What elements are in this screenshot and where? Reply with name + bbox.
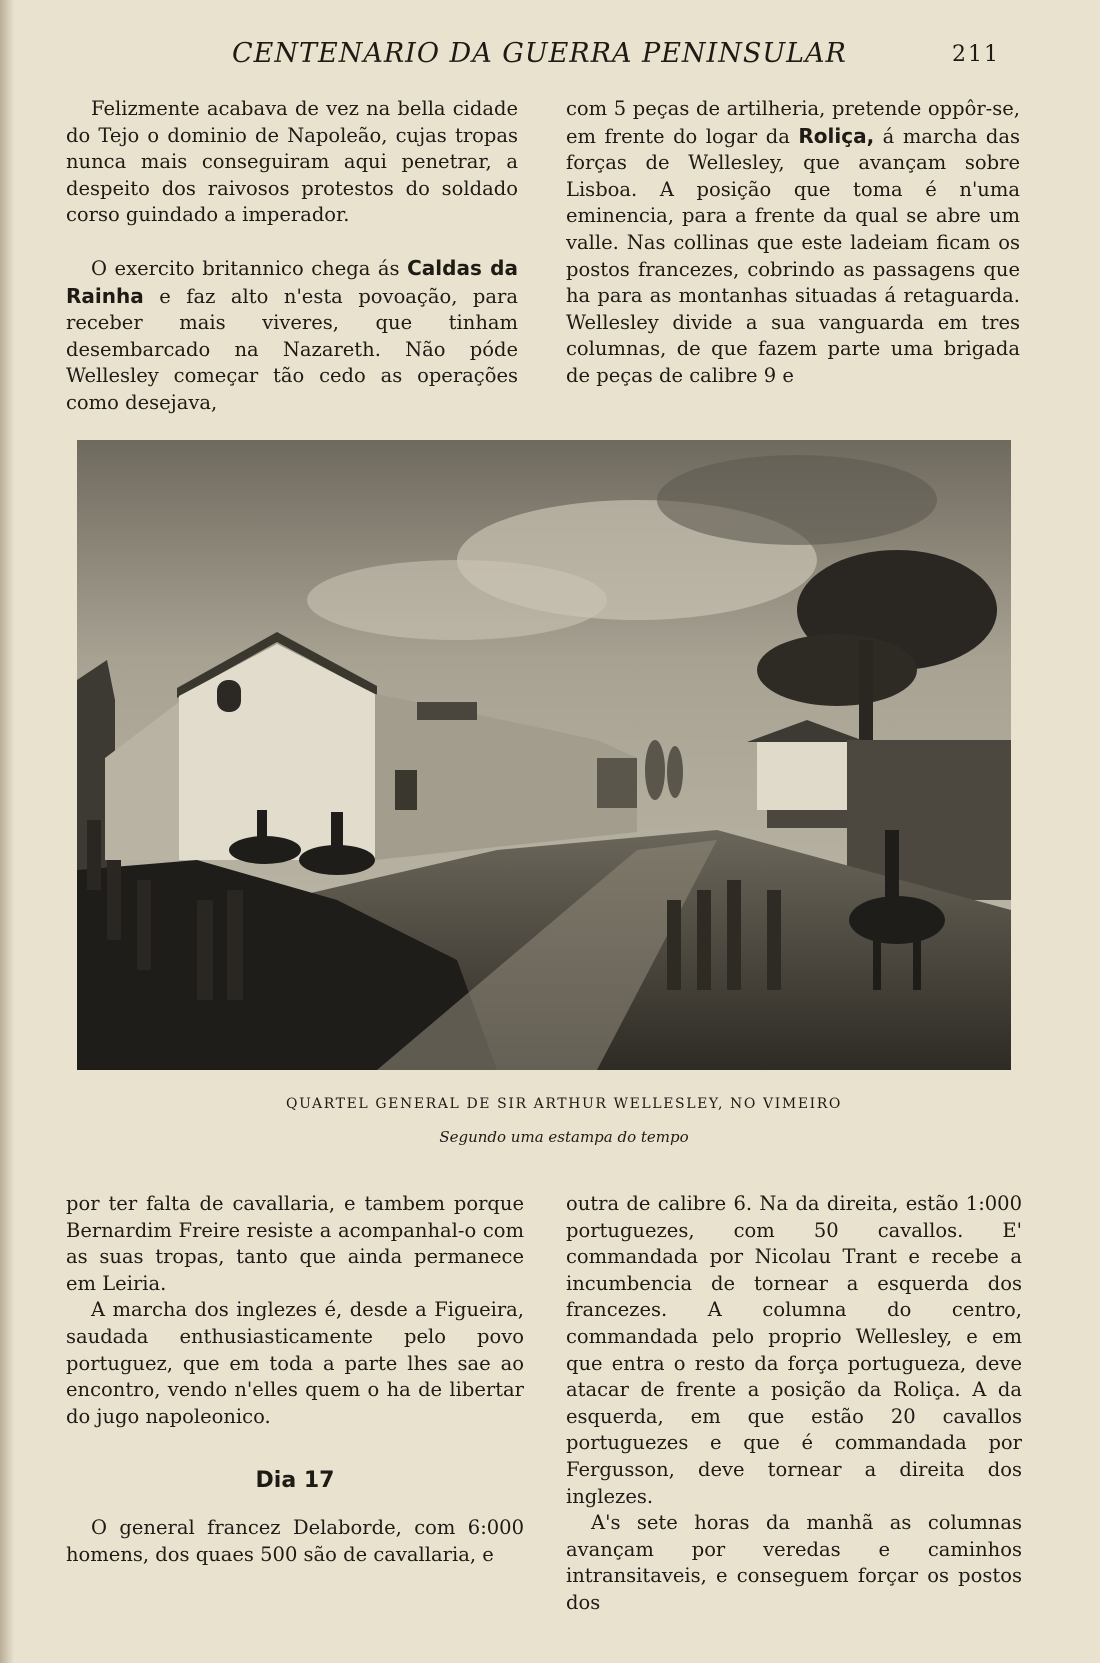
- text-column-top-left: [66, 96, 518, 417]
- poplar-tree: [667, 746, 683, 798]
- place-name-caldas-da-rainha: Caldas da Rainha: [66, 255, 518, 308]
- church-window: [217, 680, 241, 712]
- text-column-bottom-left: [66, 1191, 524, 1568]
- paragraph: O general francez Delaborde, com 6:000 homens, dos quaes 500 são de cavallaria, e: [66, 1515, 524, 1566]
- place-name-rolica: Roliça,: [798, 123, 875, 148]
- doorway: [395, 770, 417, 810]
- text-run: e faz alto n'esta povoação, para receber mais viveres, que tinham desembarcado na Nazareth. Não póde Wellesley começar tão cedo as operações como desejava,: [66, 284, 518, 414]
- balcony: [417, 702, 477, 720]
- running-title: CENTENARIO DA GUERRA PENINSULAR: [232, 38, 847, 69]
- engraving-picture: [77, 440, 1011, 1070]
- text-run: com 5 peças de artilheria, pretende oppôr-se, em frente do logar da: [566, 97, 1020, 148]
- cloud: [657, 455, 937, 545]
- paragraph: outra de calibre 6. Na da direita, estão 1:000 portuguezes, com 50 cavallos. E' commandada por Nicolau Trant e recebe a incumbencia de tornear a esquerda dos francezes. A columna do centro, commandada pelo proprio Wellesley, e em que entra o resto da força portugueza, deve atacar de frente a posição da Roliça. A da esquerda, em que estão 20 cavallos portuguezes e que é commandada por Fergusson, deve tornear a direita dos inglezes.: [566, 1192, 1022, 1508]
- figure-caption: QUARTEL GENERAL DE SIR ARTHUR WELLESLEY, NO VIMEIRO: [286, 1096, 842, 1112]
- veranda: [597, 758, 637, 808]
- section-heading: Dia 17: [255, 1468, 335, 1494]
- page-header: [0, 38, 1100, 78]
- cloud: [307, 560, 607, 640]
- text-column-top-right: [566, 96, 1020, 390]
- paragraph: [66, 255, 518, 417]
- page-number: 211: [952, 42, 1000, 67]
- palm-tree: [757, 634, 917, 706]
- paragraph: Felizmente acabava de vez na bella cidade do Tejo o dominio de Napoleão, cujas tropas nunca mais conseguiram aqui penetrar, a despeito dos raivosos protestos do soldado corso guindado a imperador.: [66, 97, 518, 227]
- text-run: á marcha das forças de Wellesley, que avançam sobre Lisboa. A posição que toma é n'uma eminencia, para a frente da qual se abre um valle. Nas collinas que este ladeiam ficam os postos francezes, cobrindo as passagens que ha para as montanhas situadas á retaguarda. Wellesley divide a sua vanguarda em tres columnas, de que fazem parte uma brigada de peças de calibre 9 e: [566, 124, 1020, 387]
- paragraph: A marcha dos inglezes é, desde a Figueira, saudada enthusiasticamente pelo povo portuguez, que em toda a parte lhes sae ao encontro, vendo n'elles quem o ha de libertar do jugo napoleonico.: [66, 1298, 524, 1428]
- paragraph: por ter falta de cavallaria, e tambem porque Bernardim Freire resiste a acompanhal-o com as suas tropas, tanto que ainda permanece em Leiria.: [66, 1192, 524, 1295]
- engraving-illustration: [77, 440, 1011, 1070]
- poplar-tree: [645, 740, 665, 800]
- white-house: [757, 740, 857, 810]
- figure-subcaption: Segundo uma estampa do tempo: [439, 1128, 689, 1146]
- paragraph: [566, 96, 1020, 390]
- text-column-bottom-right: [566, 1191, 1022, 1617]
- paragraph: A's sete horas da manhã as columnas avançam por veredas e caminhos intransitaveis, e conseguem forçar os postos dos: [566, 1511, 1022, 1614]
- text-run: O exercito britannico chega ás: [91, 256, 408, 280]
- page-gutter-shadow: [0, 0, 14, 1663]
